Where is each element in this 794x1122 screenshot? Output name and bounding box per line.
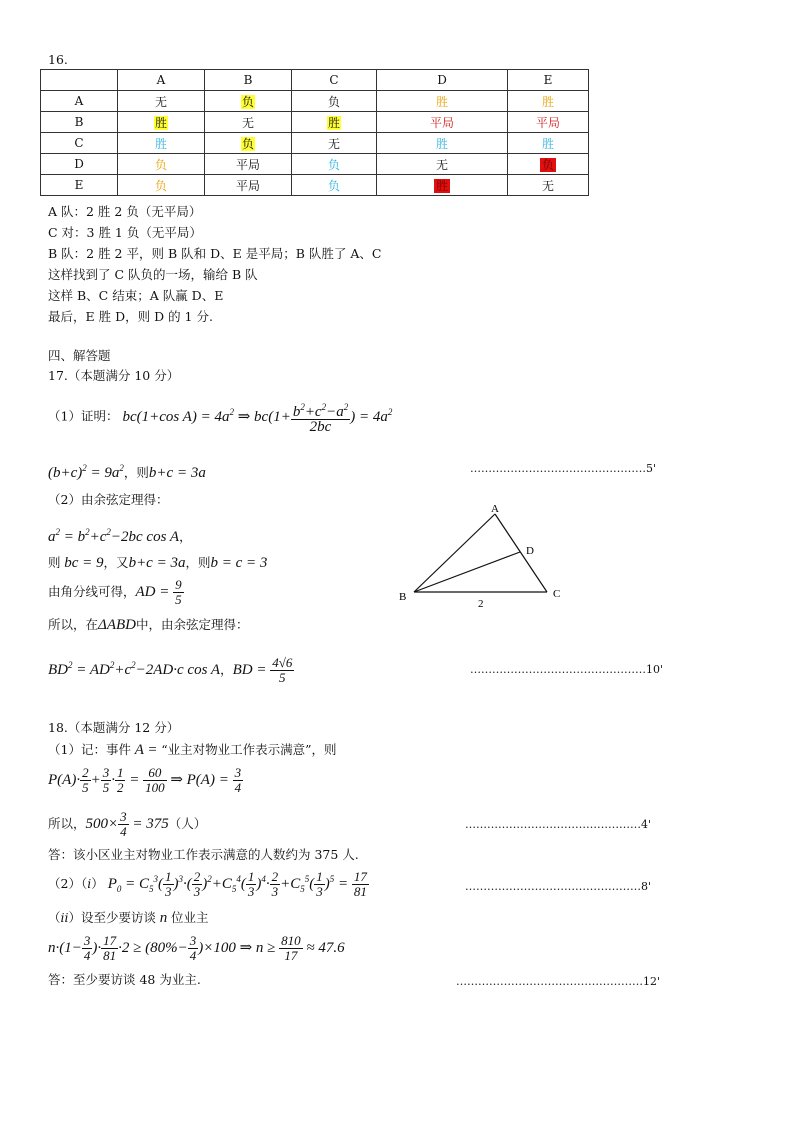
q18-p2i-line: （2）（i） $P_0 = C_5^3$( $\frac{1}{3}$ )$^3$·( $\frac{2}{3}$ )$^2+C_5^4$( $\frac{1}{3}$ )$^4$· $\frac{2}{3}$ $+C_5^5$( $\frac{1}{3}$ )$^5$ = $\frac{17}{81}$ <box>48 869 367 899</box>
cell-text: 无 <box>327 136 340 151</box>
side-ac <box>495 514 547 592</box>
q17-cosine-eq: $a^2 = b^2+c^2-2bc$ cos A， <box>48 527 192 545</box>
table-cell <box>377 112 508 133</box>
q17-sum-line: $(b+c)^2 = 9a^2$，则b+c = 3a <box>48 463 206 481</box>
table-cell <box>377 154 508 175</box>
q16-note-2: C 对：3 胜 1 负（无平局） <box>48 225 202 240</box>
table-cell <box>377 133 508 154</box>
table-cell <box>118 154 205 175</box>
table-cell <box>205 133 292 154</box>
table-cell <box>292 133 377 154</box>
table-cell <box>508 154 589 175</box>
q18-score-12: ……………………………………………12' <box>456 975 661 988</box>
table-header-cell <box>41 70 118 91</box>
cell-text: B <box>74 115 84 129</box>
q17-proof-frac: $\frac{b^2+c^2-a^2}{2bc}$ <box>292 402 349 435</box>
row-label-cell <box>41 133 118 154</box>
q17-ad-frac: $\frac{9}{5}$ <box>175 577 182 607</box>
cell-text: 胜 <box>435 136 448 151</box>
cell-text: 胜 <box>154 115 167 130</box>
q18-event-line: （1）记：事件 A = “业主对物业工作表示满意”，则 <box>48 742 337 758</box>
table-cell <box>508 112 589 133</box>
row-label-cell <box>41 154 118 175</box>
table-cell <box>205 175 292 196</box>
table-cell <box>118 175 205 196</box>
q17-bc-line: 则 bc = 9，又b+c = 3a，则b = c = 3 <box>48 555 268 571</box>
table-cell <box>292 112 377 133</box>
cell-text: 负 <box>327 157 340 172</box>
q18-answer-2: 答：至少要访谈 48 为业主. <box>48 972 201 987</box>
q18-score-4: …………………………………………4' <box>465 818 652 831</box>
cell-text: 胜 <box>541 94 554 109</box>
row-label-cell <box>41 175 118 196</box>
table-header-cell: C <box>292 70 377 91</box>
q16-note-1: A 队：2 胜 2 负（无平局） <box>48 204 202 219</box>
cell-text: 无 <box>154 94 167 109</box>
table-cell <box>292 175 377 196</box>
cell-text: 负 <box>327 178 340 193</box>
q17-p1-label: （1）证明： <box>48 408 119 424</box>
cell-text: D <box>74 157 84 171</box>
label-d: D <box>526 545 534 557</box>
table-row <box>41 133 589 154</box>
table-cell <box>205 154 292 175</box>
table-cell <box>377 91 508 112</box>
table-cell <box>377 175 508 196</box>
q17-bd-line: $BD^2 = AD^2+c^2-2AD\cdot c$ cos A，BD = $\frac{4√6}{5}$ <box>48 655 293 685</box>
cell-text: 胜 <box>154 136 167 151</box>
q17-sum-eq2: b+c = 3a <box>148 465 206 481</box>
cell-text: 胜 <box>435 178 448 193</box>
table-row <box>41 91 589 112</box>
q18-prob-line: P(A)· $\frac{2}{5}$ + $\frac{3}{5}$ · $\frac{1}{2}$ = $\frac{60}{100}$ ⇒ P(A) = $\frac{3}{4}$ <box>48 765 242 795</box>
table-cell <box>118 133 205 154</box>
table-header-row <box>41 70 589 91</box>
cell-text: 负 <box>541 157 554 172</box>
table-header-cell: A <box>118 70 205 91</box>
table-row <box>41 175 589 196</box>
q16-note-5: 这样 B、C 结束；A 队赢 D、E <box>48 288 224 303</box>
q17-score-5: …………………………………………5' <box>470 462 657 475</box>
cell-text: A <box>74 94 84 108</box>
table-cell <box>205 91 292 112</box>
q18-p2ii-line: （ii）设至少要访谈 n 位业主 <box>48 910 209 926</box>
table-cell <box>508 91 589 112</box>
cell-text: 负 <box>241 136 254 151</box>
q17-p2-label: （2）由余弦定理得： <box>48 492 169 507</box>
cell-text: 平局 <box>535 115 560 130</box>
table-header-cell: D <box>377 70 508 91</box>
side-ba <box>414 514 495 592</box>
table-cell <box>508 133 589 154</box>
q18-score-8: …………………………………………8' <box>465 880 652 893</box>
table-header-cell: E <box>508 70 589 91</box>
cell-text: 胜 <box>541 136 554 151</box>
table-row <box>41 112 589 133</box>
q18-inequality-line: n·(1− $\frac{3}{4}$ )· $\frac{17}{81}$ ·2 ≥ (80%− $\frac{3}{4}$ )×100 ⇒ n ≥ $\frac{810}{17}$ ≈ 47.6 <box>48 933 345 963</box>
q16-note-6: 最后，E 胜 D，则 D 的 1 分. <box>48 309 213 324</box>
triangle-figure <box>395 502 570 612</box>
cell-text: 胜 <box>435 94 448 109</box>
q17-proof-line <box>48 400 392 434</box>
label-a: A <box>491 503 499 515</box>
q18-answer-1: 答：该小区业主对物业工作表示满意的人数约为 375 人. <box>48 847 359 862</box>
cell-text: 无 <box>541 178 554 193</box>
segment-bd <box>414 552 520 592</box>
cell-text: 平局 <box>429 115 454 130</box>
table-cell <box>118 112 205 133</box>
table-cell <box>118 91 205 112</box>
row-label-cell <box>41 91 118 112</box>
cell-text: 无 <box>435 157 448 172</box>
q16-note-4: 这样找到了 C 队负的一场，输给 B 队 <box>48 267 258 282</box>
q17-sum-eq1: $(b+c)^2 = 9a^2$ <box>48 463 124 481</box>
q18-count-line: 所以，500× $\frac{3}{4}$ = 375（人） <box>48 809 207 839</box>
label-b: B <box>399 591 407 603</box>
cell-text: 负 <box>241 94 254 109</box>
table-cell <box>508 175 589 196</box>
q18-header: 18.（本题满分 12 分） <box>48 720 180 735</box>
cell-text: E <box>74 178 84 192</box>
q17-ad-line: 由角分线可得，AD = $\frac{9}{5}$ <box>48 577 182 607</box>
section-title: 四、解答题 <box>48 348 111 363</box>
cell-text: 负 <box>154 157 167 172</box>
q17-triangle-line: 所以，在ΔABD中，由余弦定理得： <box>48 617 249 633</box>
label-c: C <box>553 588 561 600</box>
q17-header: 17.（本题满分 10 分） <box>48 368 180 383</box>
q17-proof-eq1: bc(1+cos $A) = 4a^2$ ⇒ bc(1+ <box>122 406 291 425</box>
table-header-cell: B <box>205 70 292 91</box>
row-label-cell <box>41 112 118 133</box>
results-table <box>40 69 589 196</box>
table-cell <box>205 112 292 133</box>
q16-note-3: B 队：2 胜 2 平，则 B 队和 D、E 是平局；B 队胜了 A、C <box>48 246 382 261</box>
table-cell <box>292 154 377 175</box>
table-cell <box>292 91 377 112</box>
cell-text: 平局 <box>235 178 260 193</box>
q16-number: 16. <box>48 52 68 67</box>
cell-text: 胜 <box>327 115 340 130</box>
cell-text: C <box>74 136 84 150</box>
cell-text: 负 <box>154 178 167 193</box>
q17-bd-frac: $\frac{4√6}{5}$ <box>272 655 293 685</box>
cell-text: 无 <box>241 115 254 130</box>
cell-text: 平局 <box>235 157 260 172</box>
table-row <box>41 154 589 175</box>
q17-proof-eq2: ) = $4a^2$ <box>350 406 393 425</box>
q17-score-10: …………………………………………10' <box>470 663 664 676</box>
cell-text: 负 <box>327 94 340 109</box>
label-side: 2 <box>478 598 484 610</box>
